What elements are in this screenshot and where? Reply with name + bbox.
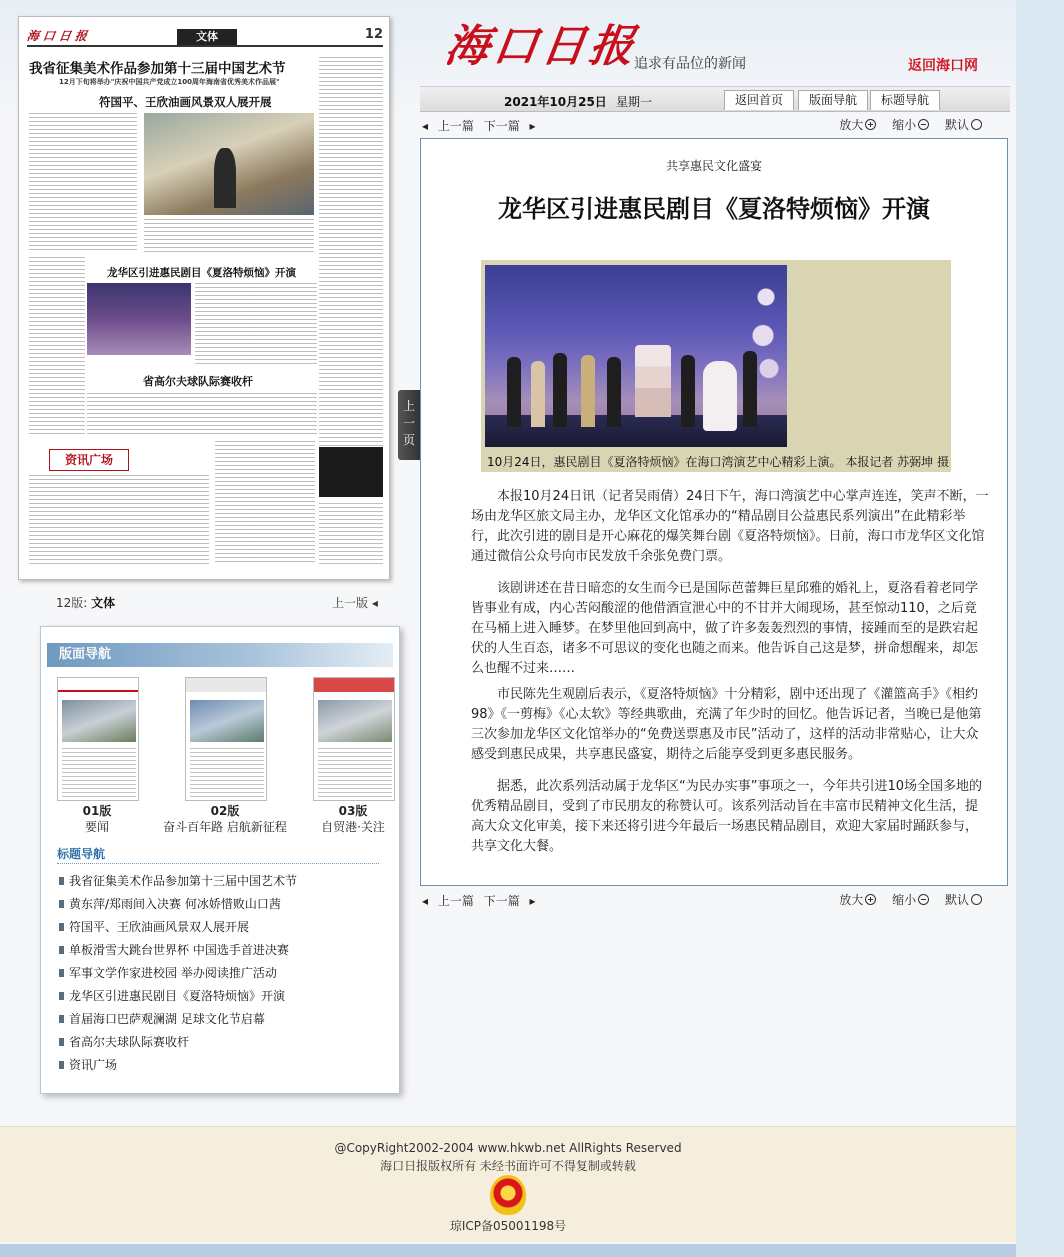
paper-text-column xyxy=(29,475,209,565)
photo-flowers xyxy=(751,275,781,385)
prev-page-label: 上一版 xyxy=(332,596,369,610)
headline-nav-item[interactable]: 黄东萍/郑雨间入决赛 何冰娇惜败山口茜 xyxy=(59,896,389,919)
article-toolbar-bottom xyxy=(420,890,1010,910)
photo-caption: 10月24日，惠民剧目《夏洛特烦恼》在海口湾演艺中心精彩上演。 本报记者 苏弼坤 摄 xyxy=(487,455,949,469)
photo-performer xyxy=(507,357,521,427)
thumb-text xyxy=(190,748,264,798)
tab-home[interactable]: 返回首页 xyxy=(724,90,794,110)
paper-photo-gallery xyxy=(144,113,314,215)
photo-performer xyxy=(607,357,621,427)
issue-date: 2021年10月25日 xyxy=(504,95,607,109)
page-thumb-01[interactable] xyxy=(57,677,139,801)
thumb-masthead xyxy=(314,678,394,692)
paper-photo-stage xyxy=(87,283,191,355)
headline-nav-item[interactable]: 资讯广场 xyxy=(59,1057,389,1080)
zoom-default-label: 默认 xyxy=(944,118,969,132)
tab-headline-nav[interactable]: 标题导航 xyxy=(870,90,940,110)
date-bar xyxy=(420,86,1010,112)
paper-ad-block xyxy=(319,447,383,497)
zoom-out-label: 缩小 xyxy=(892,118,917,132)
thumb-masthead xyxy=(186,678,266,692)
paper-headline-3[interactable]: 龙华区引进惠民剧目《夏洛特烦恼》开演 xyxy=(107,267,296,279)
arrow-left-icon: ◂ xyxy=(371,596,378,610)
page-thumb-02[interactable] xyxy=(185,677,267,801)
paper-text-column xyxy=(195,283,317,367)
page-thumb-label-03[interactable] xyxy=(303,803,403,835)
zoom-default-button[interactable] xyxy=(939,118,982,132)
zoom-in-button[interactable] xyxy=(833,118,876,132)
paper-text-column xyxy=(319,503,383,565)
paper-text-column xyxy=(29,113,137,253)
page-nav-panel xyxy=(40,626,400,1094)
radio-circle-icon xyxy=(971,119,982,130)
zoom-out-button[interactable] xyxy=(886,893,929,907)
paper-text-column xyxy=(144,219,314,255)
site-footer xyxy=(0,1126,1016,1242)
headline-nav-item[interactable]: 单板滑雪大跳台世界杯 中国选手首进决赛 xyxy=(59,942,389,965)
page-num: 01版 xyxy=(82,804,112,818)
tab-page-nav[interactable]: 版面导航 xyxy=(798,90,868,110)
footer-rights: 海口日报版权所有 未经书面许可不得复制或转载 xyxy=(380,1159,636,1173)
side-tab-char: 一 xyxy=(402,416,415,430)
paper-text-column xyxy=(215,441,315,565)
page-name: 奋斗百年路 启航新征程 xyxy=(163,820,287,834)
article-paragraph: 本报10月24日讯（记者吴雨倩）24日下午，海口湾演艺中心掌声连连，笑声不断，一场由龙华区旅文局主办，龙华区文化馆承办的“精品剧目公益惠民系列演出”在此精彩举行，此次引进的剧目是开心麻花的爆笑舞台剧《夏洛特烦恼》。日前，海口市龙华区文化馆通过微信公众号向市民发放千余张免费门票。 xyxy=(471,489,989,564)
article-kicker: 共享惠民文化盛宴 xyxy=(665,159,762,173)
zoom-default-label: 默认 xyxy=(944,893,969,907)
arrow-left-icon: ◂ xyxy=(422,894,429,908)
thumb-photo xyxy=(190,700,264,742)
paper-text-column xyxy=(29,257,85,437)
arrow-left-icon: ◂ xyxy=(422,119,429,133)
page-nav-header: 版面导航 xyxy=(47,643,393,667)
police-badge-icon[interactable] xyxy=(490,1175,526,1215)
photo-performer xyxy=(681,355,695,427)
page-num: 02版 xyxy=(210,804,240,818)
paper-masthead xyxy=(27,27,383,47)
headline-nav-item[interactable]: 符国平、王欣油画风景双人展开展 xyxy=(59,919,389,942)
article-pager xyxy=(422,117,542,134)
paper-logo: 海口日报 xyxy=(25,29,92,43)
article-paragraph: 该剧讲述在昔日暗恋的女生而今已是国际芭蕾舞巨星邱雅的婚礼上，夏洛看着老同学皆事业有成，内心苦闷酸涩的他借酒宣泄心中的不甘并大闹现场，甚至惊动110，之后竟在马桶上进入睡梦。在梦里他回到高中，做了许多轰轰烈烈的事情，接踵而至的是跌宕起伏的人生百态，诸多不可思议的变化也随之而来。他告诉自己这是梦，拼命想醒来，却怎么也醒不过来…… xyxy=(471,581,979,676)
photo-performer xyxy=(581,355,595,427)
arrow-right-icon: ▸ xyxy=(529,119,536,133)
radio-circle-icon xyxy=(971,894,982,905)
footer-copyright: @CopyRight2002-2004 www.hkwb.net AllRights Reserved xyxy=(334,1141,682,1155)
headline-nav-item[interactable]: 龙华区引进惠民剧目《夏洛特烦恼》开演 xyxy=(59,988,389,1011)
zoom-default-button[interactable] xyxy=(939,893,982,907)
arrow-right-icon: ▸ xyxy=(529,894,536,908)
article-box xyxy=(420,138,1008,886)
next-article-link[interactable]: 下一篇 xyxy=(483,119,520,133)
headline-nav-list xyxy=(59,873,389,1080)
page-name: 自贸港·关注 xyxy=(321,820,385,834)
thumb-masthead xyxy=(58,678,138,692)
page-right-margin xyxy=(1016,0,1064,1257)
paper-headline-main[interactable]: 我省征集美术作品参加第十三届中国艺术节 xyxy=(29,61,286,77)
page-thumb-03[interactable] xyxy=(313,677,395,801)
headline-nav-item[interactable]: 省高尔夫球队际赛收杆 xyxy=(59,1034,389,1057)
newspaper-page-image[interactable] xyxy=(18,16,390,580)
paper-text-column xyxy=(319,57,383,447)
page-thumb-label-02[interactable] xyxy=(145,803,305,835)
paper-section: 文体 xyxy=(177,29,237,45)
zoom-in-button[interactable] xyxy=(833,893,876,907)
site-slogan: 追求有品位的新闻 xyxy=(634,56,746,72)
side-tab-char: 上 xyxy=(402,399,415,413)
article-figure xyxy=(481,260,951,472)
thumb-photo xyxy=(318,700,392,742)
zoom-controls xyxy=(827,116,982,133)
site-logo[interactable]: 海口日报 xyxy=(441,21,641,72)
article-paragraph: 市民陈先生观剧后表示，《夏洛特烦恼》十分精彩，剧中还出现了《灌篮高手》《相约98》《一剪梅》《心太软》等经典歌曲，充满了年少时的回忆。他告诉记者，当晚已是他第三次参加龙华区文化馆举办的“免费送票惠及市民”活动了，这样的活动非常贴心，让大众感受到惠民成果，共享惠民盛宴，期待之后能享受到更多惠民服务。 xyxy=(471,687,982,762)
article-paragraph: 据悉，此次系列活动属于龙华区“为民办实事”事项之一，今年共引进10场全国多地的优秀精品剧目，受到了市民朋友的称赞认可。该系列活动旨在丰富市民精神文化生活，提高大众文化审美，接下来还将引进今年最后一场惠民精品剧目，欢迎大家届时踊跃参与，共享文化大餐。 xyxy=(471,779,983,854)
zoom-in-label: 放大 xyxy=(839,118,864,132)
headline-nav-item[interactable]: 首届海口巴萨观澜湖 足球文化节启幕 xyxy=(59,1011,389,1034)
prev-article-link[interactable]: 上一篇 xyxy=(437,894,474,908)
prev-page-side-tab[interactable] xyxy=(398,390,420,460)
page-caption xyxy=(56,594,115,611)
article-title: 龙华区引进惠民剧目《夏洛特烦恼》开演 xyxy=(498,195,930,223)
photo-performer xyxy=(553,353,567,427)
paper-headline-2[interactable]: 符国平、王欣油画风景双人展开展 xyxy=(99,95,272,109)
plus-circle-icon xyxy=(865,894,876,905)
page-num: 03版 xyxy=(338,804,368,818)
zoom-out-label: 缩小 xyxy=(892,893,917,907)
page-caption-label: 12版: xyxy=(56,596,88,610)
article-pager xyxy=(422,892,542,909)
paper-page-number: 12 xyxy=(364,27,383,42)
thumb-text xyxy=(318,748,392,798)
prev-page-link[interactable] xyxy=(332,594,378,611)
thumb-text xyxy=(62,748,136,798)
article-photo[interactable] xyxy=(485,265,787,447)
page-caption-section: 文体 xyxy=(91,596,116,610)
zoom-in-label: 放大 xyxy=(839,893,864,907)
footer-icp[interactable]: 琼ICP备05001198号 xyxy=(449,1219,567,1233)
prev-article-link[interactable]: 上一篇 xyxy=(437,119,474,133)
issue-weekday: 星期一 xyxy=(616,95,653,109)
article-toolbar-top xyxy=(420,115,1010,135)
photo-cake xyxy=(635,345,671,417)
paper-subline: 12月下旬将举办"庆祝中国共产党成立100周年海南省优秀美术作品展" xyxy=(59,78,280,86)
headline-nav-item[interactable]: 我省征集美术作品参加第十三届中国艺术节 xyxy=(59,873,389,896)
page-thumb-label-01[interactable] xyxy=(47,803,147,835)
headline-nav-item[interactable]: 军事文学作家进校园 举办阅读推广活动 xyxy=(59,965,389,988)
headline-nav-title: 标题导航 xyxy=(57,847,106,861)
headline-nav-divider xyxy=(57,863,379,864)
photo-performer xyxy=(531,361,545,427)
paper-headline-4[interactable]: 省高尔夫球队际赛收杆 xyxy=(143,375,253,388)
minus-circle-icon xyxy=(918,119,929,130)
back-to-site-link[interactable]: 返回海口网 xyxy=(908,58,978,74)
minus-circle-icon xyxy=(918,894,929,905)
next-article-link[interactable]: 下一篇 xyxy=(483,894,520,908)
side-tab-char: 页 xyxy=(402,433,415,447)
footer-bottom-bar xyxy=(0,1244,1016,1257)
page-name: 要闻 xyxy=(84,820,109,834)
paper-ad-title[interactable]: 资讯广场 xyxy=(49,449,129,471)
photo-bride xyxy=(703,361,737,431)
thumb-photo xyxy=(62,700,136,742)
zoom-out-button[interactable] xyxy=(886,118,929,132)
plus-circle-icon xyxy=(865,119,876,130)
paper-text-column xyxy=(87,393,317,437)
zoom-controls xyxy=(827,891,982,908)
